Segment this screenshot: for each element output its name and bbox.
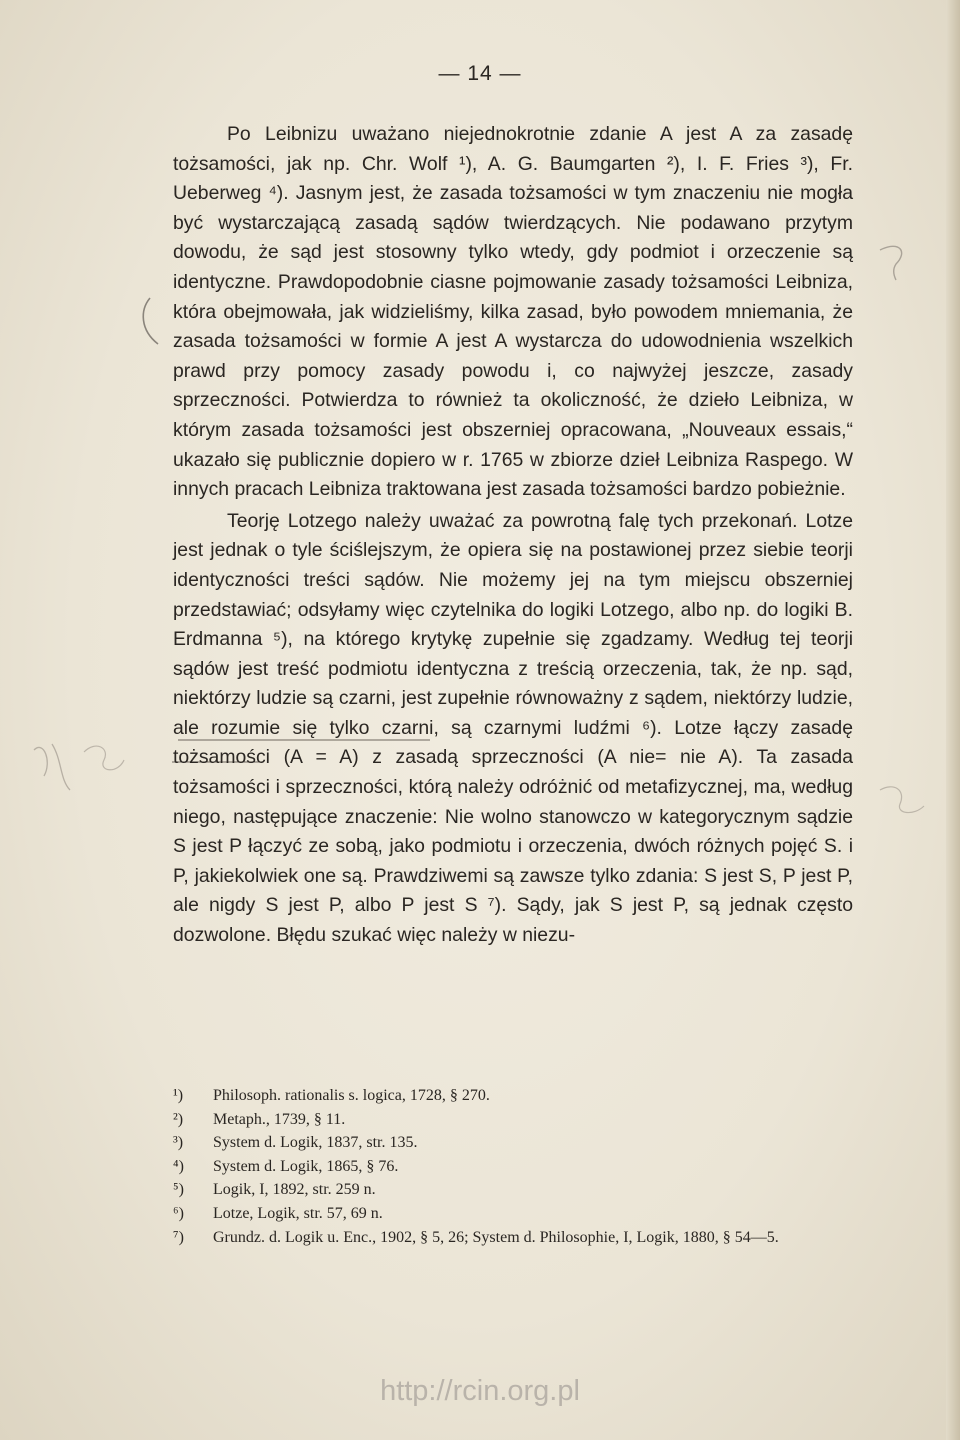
footnote-2: [173, 1108, 853, 1132]
footnote-mark: ⁵): [173, 1181, 184, 1199]
footnote-mark: ²): [173, 1110, 184, 1128]
main-text: [173, 120, 853, 951]
page-edge: [946, 0, 960, 1440]
pencil-scribble-left-2: [84, 746, 124, 770]
footnote-text: System d. Logik, 1837, str. 135.: [213, 1134, 418, 1152]
footnote-mark: ⁶): [173, 1204, 184, 1222]
footnote-mark: ¹): [173, 1087, 184, 1104]
pencil-scribble-right: [880, 787, 924, 813]
footnote-mark: ⁷): [173, 1228, 184, 1246]
pencil-scribble-left: [34, 744, 70, 790]
footnote-4: [173, 1155, 853, 1179]
footnote-7: [173, 1226, 853, 1250]
footnote-3: [173, 1131, 853, 1155]
footnote-1: [173, 1084, 853, 1108]
paragraph-2: Teorję Lotzego należy uważać za powrotną falę tych przekonań. Lotze jest jednak o tyle ściślejszym, że opiera się na postawionej przez siebie teorji identyczności treści sądów. Nie możemy jej na tym miejscu obszerniej przedstawiać; odsyłamy więc czytelnika do logiki Lotzego, albo np. do logiki B. Erdmanna ⁵), na którego krytykę zupełnie się zgadzamy. Według tej teorji sądów jest treść podmiotu identyczna z treścią orzeczenia, tak, że np. sąd, niektórzy ludzie są czarni, jest zupełnie równoważny z sądem, niektórzy ludzie, ale rozumie się tylko czarni, są czarnymi ludźmi ⁶). Lotze łączy zasadę tożsamości (A = A) z zasadą sprzeczności (A nie= nie A). Ta zasada tożsamości i sprzeczności, którą należy odróżnić od metafizycznej, ma, według niego, następujące znaczenie: Nie wolno stanowczo w kategorycznym sądzie S jest P łączyć ze sobą, jako podmiotu i orzeczenia, dwóch różnych pojęć S. i P, jakiekolwiek one są. Prawdziwemi są zawsze tylko zdania: S jest S, P jest P, ale nigdy S jest P, albo P jest S ⁷). Sądy, jak S jest P, są jednak często dozwolone. Błędu szukać więc należy w niezu-: [173, 509, 853, 947]
footnote-text: Lotze, Logik, str. 57, 69 n.: [213, 1204, 383, 1222]
footnote-text: Grundz. d. Logik u. Enc., 1902, § 5, 26; System d. Philosophie, I, Logik, 1880, § 54—5.: [213, 1228, 779, 1246]
footnote-text: Metaph., 1739, § 11.: [213, 1110, 346, 1128]
pencil-bracket: [143, 298, 158, 344]
footnote-text: Logik, I, 1892, str. 259 n.: [213, 1181, 376, 1199]
paragraph-1: Po Leibnizu uważano niejednokrotnie zdanie A jest A za zasadę tożsamości, jak np. Chr. Wolf ¹), A. G. Baumgarten ²), I. F. Fries ³), Fr. Ueberweg ⁴). Jasnym jest, że zasada tożsamości w tym znaczeniu nie mogła być wystarczającą zasadą sądów twierdzących. Nie podawano przytym dowodu, że sąd jest stosowny tylko wtedy, gdy podmiot i orzeczenie są identyczne. Prawdopodobnie ciasne pojmowanie zasady tożsamości Leibniza, która obejmowała, jak widzieliśmy, kilka zasad, było powodem mniemania, że zasada tożsamości w formie A jest A wystarcza do udowodnienia wszelkich prawd przy pomocy zasady powodu i, co najwyżej jeszcze, zasady sprzeczności. Potwierdza to również ta okoliczność, że dzieło Leibniza, w którym zasada tożsamości jest obszerniej opracowana, „Nouveaux essais,“ ukazało się publicznie dopiero w r. 1765 w zbiorze dzieł Leibniza Raspego. W innych pracach Leibniza traktowana jest zasada tożsamości bardzo pobieżnie.: [173, 123, 853, 501]
footnote-text: Philosoph. rationalis s. logica, 1728, § 270.: [213, 1087, 490, 1104]
page-number: — 14 —: [438, 62, 522, 85]
footnote-5: [173, 1178, 853, 1202]
footnotes: [173, 1084, 853, 1249]
source-url-watermark[interactable]: http://rcin.org.pl: [380, 1375, 580, 1407]
pencil-question-mark: [880, 246, 902, 280]
footnote-mark: ⁴): [173, 1157, 184, 1175]
footnote-mark: ³): [173, 1134, 184, 1152]
footnote-text: System d. Logik, 1865, § 76.: [213, 1157, 399, 1175]
footnote-6: [173, 1202, 853, 1226]
